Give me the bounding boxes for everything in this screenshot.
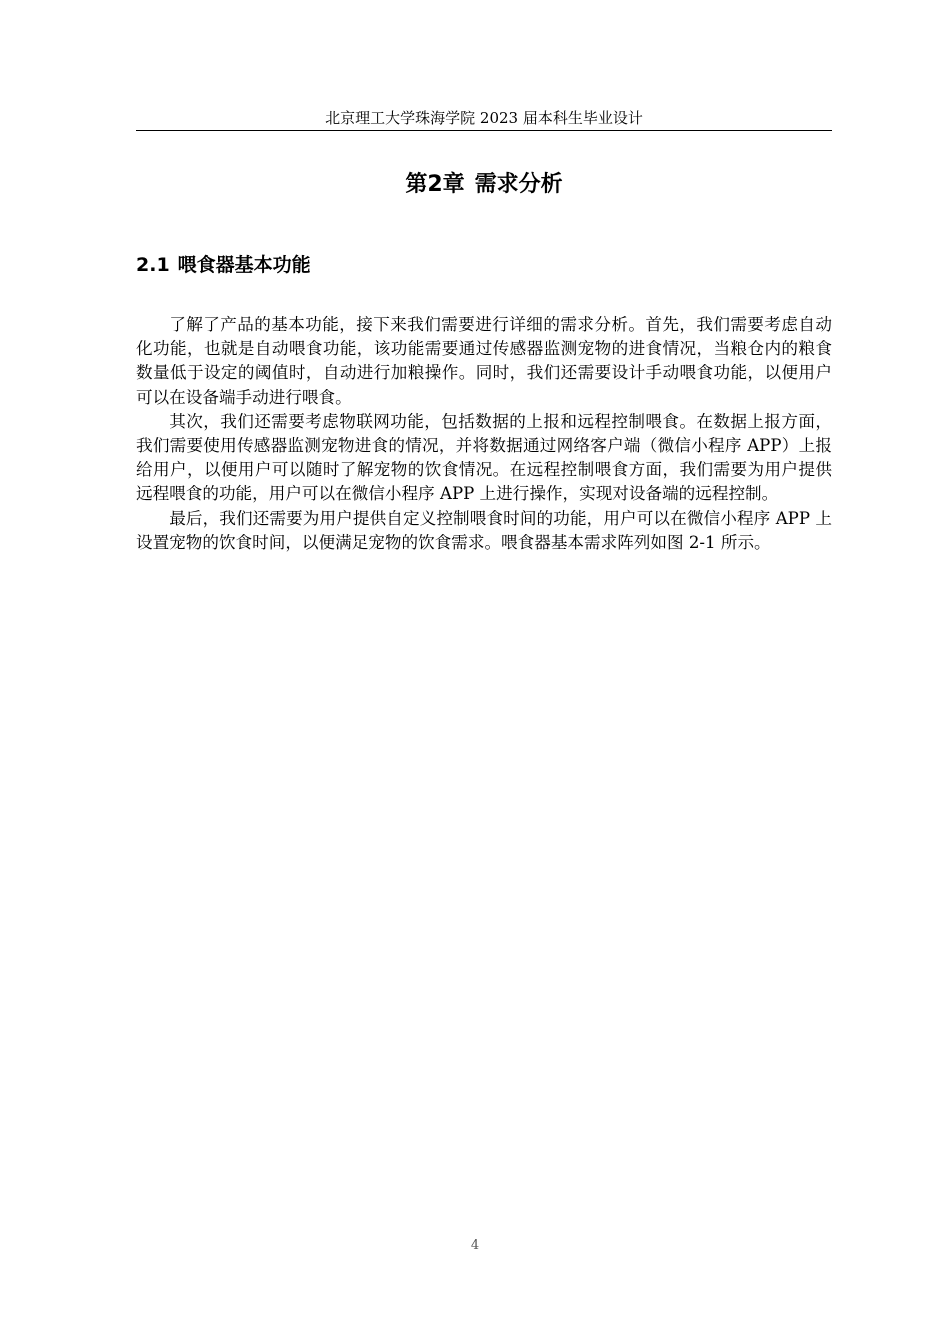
header-rule: [136, 130, 832, 131]
running-header-text: 北京理工大学珠海学院 2023 届本科生毕业设计: [325, 109, 643, 127]
chapter-name: 需求分析: [474, 172, 563, 197]
section-name: 喂食器基本功能: [177, 254, 311, 276]
chapter-title: [136, 170, 832, 200]
running-header: [136, 108, 832, 128]
section-title: [136, 252, 311, 278]
paragraph-automation: 了解了产品的基本功能，接下来我们需要进行详细的需求分析。首先，我们需要考虑自动化功能，也就是自动喂食功能，该功能需要通过传感器监测宠物的进食情况，当粮仓内的粮食数量低于设定的阈值时，自动进行加粮操作。同时，我们还需要设计手动喂食功能，以便用户可以在设备端手动进行喂食。: [136, 315, 832, 407]
body-text: [136, 313, 832, 555]
section-number: 2.1: [136, 254, 170, 276]
paragraph-iot: 其次，我们还需要考虑物联网功能，包括数据的上报和远程控制喂食。在数据上报方面，我们需要使用传感器监测宠物进食的情况，并将数据通过网络客户端（微信小程序 APP）上报给用户，以便用户可以随时了解宠物的饮食情况。在远程控制喂食方面，我们需要为用户提供远程喂食的功能，用户可以在微信小程序 APP 上进行操作，实现对设备端的远程控制。: [136, 411, 832, 504]
chapter-number: 第2章: [405, 172, 465, 197]
paragraph-schedule: 最后，我们还需要为用户提供自定义控制喂食时间的功能，用户可以在微信小程序 APP 上设置宠物的饮食时间，以便满足宠物的饮食需求。喂食器基本需求阵列如图 2-1 所示。: [136, 508, 832, 552]
page-number: 4: [470, 1238, 480, 1253]
